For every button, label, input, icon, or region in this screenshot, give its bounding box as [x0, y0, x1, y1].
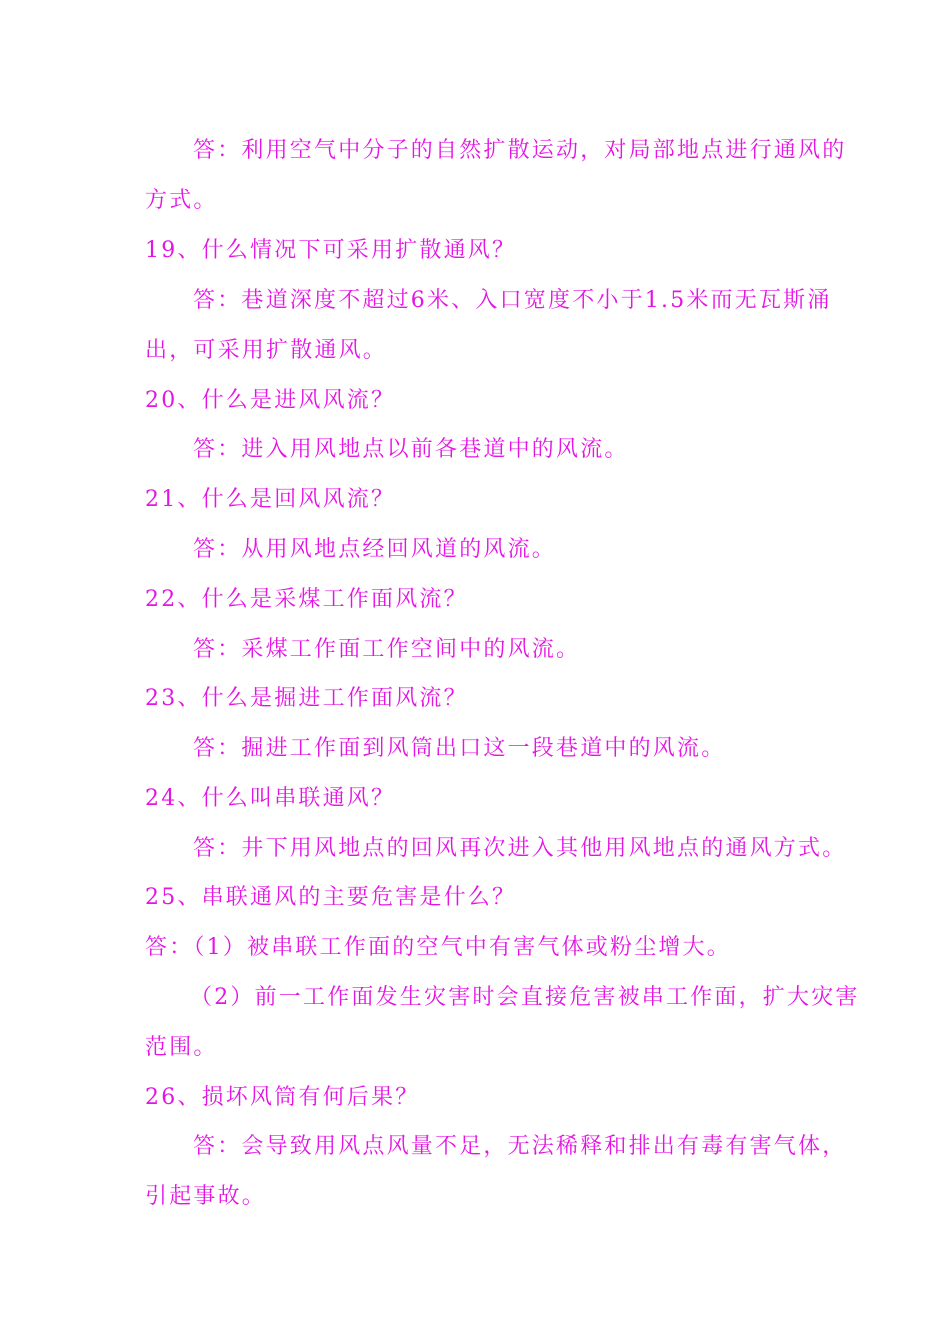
answer-26-line-2: 引起事故。 — [145, 1184, 267, 1209]
question-19: 19、什么情况下可采用扩散通风？ — [145, 238, 517, 263]
answer-25-line-3: 范围。 — [145, 1035, 218, 1060]
question-22: 22、什么是采煤工作面风流？ — [145, 587, 468, 612]
question-20: 20、什么是进风风流？ — [145, 388, 396, 413]
answer-19-line-2: 出，可采用扩散通风。 — [145, 338, 388, 363]
answer-18-line-2: 方式。 — [145, 188, 218, 213]
question-23: 23、什么是掘进工作面风流？ — [145, 686, 468, 711]
question-26: 26、损坏风筒有何后果？ — [145, 1085, 420, 1110]
question-21: 21、什么是回风风流？ — [145, 487, 396, 512]
answer-25-line-1: 答：（1）被串联工作面的空气中有害气体或粉尘增大。 — [145, 935, 731, 960]
answer-22: 答：采煤工作面工作空间中的风流。 — [193, 637, 581, 662]
answer-26-line-1: 答：会导致用风点风量不足，无法稀释和排出有毒有害气体， — [193, 1134, 847, 1159]
question-25: 25、串联通风的主要危害是什么？ — [145, 885, 517, 910]
answer-19-line-1: 答：巷道深度不超过6米、入口宽度不小于1.5米而无瓦斯涌 — [193, 288, 832, 313]
answer-18-line-1: 答：利用空气中分子的自然扩散运动，对局部地点进行通风的 — [193, 138, 847, 163]
answer-21: 答：从用风地点经回风道的风流。 — [193, 537, 557, 562]
answer-25-line-2: （2）前一工作面发生灾害时会直接危害被串工作面，扩大灾害 — [190, 985, 860, 1010]
answer-20: 答：进入用风地点以前各巷道中的风流。 — [193, 437, 629, 462]
question-24: 24、什么叫串联通风？ — [145, 786, 396, 811]
answer-23: 答：掘进工作面到风筒出口这一段巷道中的风流。 — [193, 736, 726, 761]
answer-24: 答：井下用风地点的回风再次进入其他用风地点的通风方式。 — [193, 836, 847, 861]
